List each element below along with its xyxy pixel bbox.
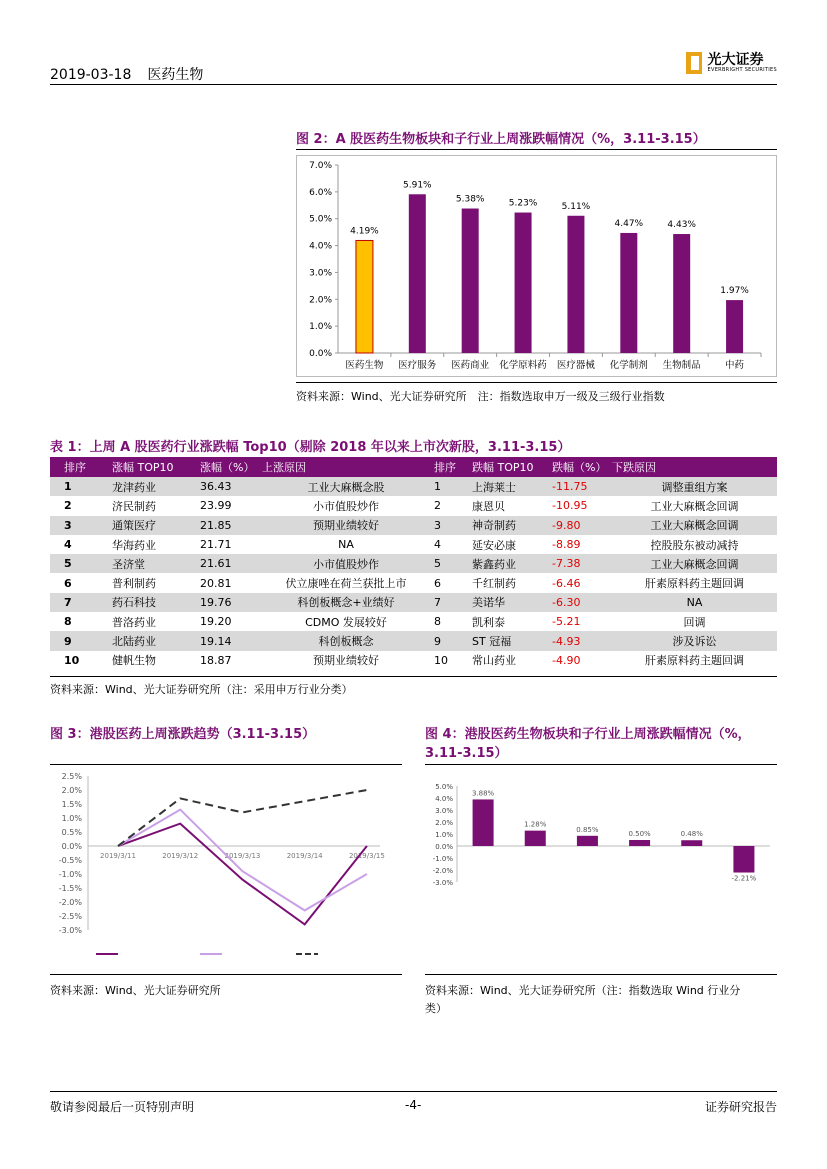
- cell-rank-up: 10: [64, 653, 80, 667]
- fig4-bar: [525, 831, 546, 846]
- cell-value-up: 18.87: [200, 653, 232, 667]
- fig4-bar: [681, 840, 702, 846]
- fig2-data-label: 4.47%: [614, 218, 644, 229]
- fig2-bar: [567, 216, 584, 353]
- cell-value-up: 21.71: [200, 538, 232, 552]
- fig2-data-label: 5.91%: [403, 180, 432, 191]
- fig4-data-label: 3.88%: [471, 789, 495, 798]
- fig3-x-tick-label: 2019/3/15: [348, 852, 385, 860]
- fig2-bar: [620, 233, 637, 353]
- company-logo: [686, 52, 777, 74]
- fig4-source-line1: 资料来源：Wind、光大证券研究所（注：指数选取 Wind 行业分: [425, 984, 741, 997]
- cell-name-up: 通策医疗: [112, 516, 200, 535]
- fig2-x-tick-label: 化学制剂: [609, 360, 648, 371]
- fig4-title-line1: 图 4：港股医药生物板块和子行业上周涨跌幅情况（%，: [425, 727, 751, 742]
- fig3-y-tick-label: 2.0%: [61, 786, 82, 795]
- cell-rank-up: 1: [50, 477, 112, 496]
- fig2-data-label: 1.97%: [720, 286, 749, 297]
- fig4-data-label: -2.21%: [731, 874, 757, 883]
- top10-table: [50, 457, 777, 670]
- fig2-y-tick-label: 4.0%: [309, 241, 332, 252]
- cell-value-down: -4.90: [552, 653, 581, 667]
- cell-reason-up: CDMO 发展较好: [305, 615, 387, 629]
- table-row: [50, 593, 777, 612]
- fig2-data-label: 4.43%: [667, 220, 696, 231]
- cell-reason-down: 肝素原料药主题回调: [645, 577, 744, 591]
- cell-reason-down: 肝素原料药主题回调: [645, 654, 744, 668]
- fig3-y-tick-label: 2.5%: [61, 772, 82, 781]
- fig4-bar: [629, 840, 650, 846]
- fig3-line-chart: [50, 768, 402, 968]
- fig2-x-tick-label: 中药: [725, 360, 745, 371]
- cell-rank-down: 2: [434, 499, 441, 513]
- fig2-bar: [356, 240, 373, 353]
- table-row: [50, 496, 777, 515]
- cell-reason-down: 工业大麻概念回调: [650, 499, 739, 513]
- table-row: [50, 477, 777, 496]
- cell-reason-up: 工业大麻概念股: [262, 477, 430, 496]
- fig4-bar: [473, 799, 494, 846]
- table-row: [50, 612, 777, 631]
- fig3-x-tick-label: 2019/3/11: [100, 852, 136, 860]
- cell-reason-down: 调整重组方案: [612, 477, 777, 496]
- fig4-bar-chart: [425, 776, 777, 972]
- fig4-y-tick-label: 2.0%: [435, 819, 453, 827]
- fig2-bar: [409, 194, 426, 353]
- cell-name-down: 美诺华: [472, 593, 552, 612]
- fig3-y-tick-label: -1.5%: [58, 884, 82, 893]
- fig2-x-tick-label: 医疗服务: [398, 360, 437, 371]
- fig4-y-tick-label: 4.0%: [435, 795, 453, 803]
- col-val-up: 涨幅（%）: [200, 457, 262, 477]
- fig4-bar: [733, 846, 754, 873]
- cell-reason-up: 小市值股炒作: [262, 554, 430, 573]
- fig4-data-label: 0.48%: [680, 830, 703, 839]
- logo-english: EVERBRIGHT SECURITIES: [707, 67, 777, 73]
- fig2-data-label: 5.38%: [455, 194, 485, 205]
- fig2-bar: [673, 234, 690, 353]
- cell-rank-down: 9: [430, 631, 472, 650]
- cell-name-up: 普洛药业: [112, 615, 156, 629]
- cell-value-up: 19.14: [200, 631, 262, 650]
- fig2-y-tick-label: 3.0%: [309, 268, 332, 279]
- cell-rank-up: 3: [50, 516, 112, 535]
- table-row: [50, 554, 777, 573]
- cell-reason-down: 涉及诉讼: [612, 631, 777, 650]
- fig3-title: 图 3：港股医药上周涨跌趋势（3.11-3.15）: [50, 727, 316, 742]
- cell-rank-up: 4: [64, 538, 72, 552]
- cell-name-down: 延安必康: [472, 538, 516, 552]
- cell-reason-up: 预期业绩较好: [313, 654, 379, 668]
- fig2-data-label: 5.23%: [508, 198, 538, 209]
- fig2-title: 图 2：A 股医药生物板块和子行业上周涨跌幅情况（%，3.11-3.15）: [296, 132, 706, 147]
- fig2-data-label: 4.19%: [350, 226, 379, 237]
- col-name-down: 跌幅 TOP10: [472, 457, 552, 477]
- col-rank-up: 排序: [50, 457, 112, 477]
- fig2-x-tick-label: 生物制品: [662, 360, 701, 371]
- cell-name-up: 华海药业: [112, 538, 156, 552]
- cell-value-down: -4.93: [552, 631, 612, 650]
- cell-value-up: 23.99: [200, 499, 232, 513]
- fig4-data-label: 0.85%: [576, 825, 599, 834]
- cell-rank-down: 4: [434, 538, 441, 552]
- fig2-y-tick-label: 6.0%: [309, 187, 332, 198]
- logo-name: 光大证券: [707, 52, 764, 68]
- cell-value-down: -5.21: [552, 615, 581, 629]
- fig2-x-tick-label: 医药生物: [345, 360, 384, 371]
- cell-reason-down: NA: [612, 593, 777, 612]
- fig3-y-tick-label: -1.0%: [58, 870, 82, 879]
- fig2-bar: [462, 209, 479, 353]
- fig4-y-tick-label: -2.0%: [432, 867, 453, 875]
- col-val-down: 跌幅（%）: [552, 457, 612, 477]
- page-number: -4-: [405, 1098, 422, 1112]
- cell-name-up: 济民制药: [112, 499, 156, 513]
- fig3-x-tick-label: 2019/3/14: [286, 852, 323, 860]
- fig4-title-rule: [425, 764, 777, 765]
- fig2-x-tick-label: 化学原料药: [499, 360, 547, 371]
- fig2-bar: [515, 213, 532, 353]
- report-date: 2019-03-18: [50, 67, 132, 83]
- cell-name-up: 龙津药业: [112, 477, 200, 496]
- fig2-y-tick-label: 7.0%: [309, 161, 332, 171]
- cell-value-up: 20.81: [200, 576, 232, 590]
- fig2-source: 资料来源：Wind、光大证券研究所 注：指数选取申万一级及三级行业指数: [296, 390, 665, 403]
- cell-reason-up: 小市值股炒作: [313, 499, 379, 513]
- fig4-y-tick-label: 1.0%: [435, 831, 453, 839]
- table-row: [50, 516, 777, 535]
- fig3-source: 资料来源：Wind、光大证券研究所: [50, 984, 221, 997]
- table-row: [50, 535, 777, 554]
- cell-rank-up: 9: [50, 631, 112, 650]
- cell-name-down: ST 冠福: [472, 631, 552, 650]
- fig2-data-label: 5.11%: [561, 201, 591, 212]
- cell-rank-down: 3: [430, 516, 472, 535]
- fig3-y-tick-label: 0.5%: [61, 828, 82, 837]
- cell-value-down: -11.75: [552, 477, 612, 496]
- cell-name-down: 上海莱士: [472, 477, 552, 496]
- fig2-source-rule: [296, 382, 777, 383]
- cell-name-up: 健帆生物: [112, 654, 156, 668]
- cell-name-up: 药石科技: [112, 593, 200, 612]
- footer-report-type: 证券研究报告: [704, 1100, 777, 1114]
- fig2-x-tick-label: 医疗器械: [556, 360, 595, 371]
- fig4-y-tick-label: -3.0%: [432, 879, 453, 887]
- fig2-y-tick-label: 5.0%: [309, 214, 332, 225]
- fig2-x-tick-label: 医药商业: [451, 360, 490, 371]
- fig3-y-tick-label: -2.0%: [58, 898, 82, 907]
- cell-value-up: 21.61: [200, 554, 262, 573]
- fig3-y-tick-label: -0.5%: [58, 856, 82, 865]
- cell-value-up: 36.43: [200, 477, 262, 496]
- cell-value-down: -7.38: [552, 554, 612, 573]
- fig4-y-tick-label: -1.0%: [432, 855, 453, 863]
- table-row: [50, 573, 777, 592]
- fig2-bar: [726, 300, 743, 353]
- table-header-row: [50, 457, 777, 477]
- fig2-y-tick-label: 1.0%: [309, 322, 332, 333]
- footer-rule: [50, 1091, 777, 1092]
- cell-name-down: 千红制药: [472, 577, 516, 591]
- cell-rank-down: 7: [430, 593, 472, 612]
- cell-value-down: -6.46: [552, 576, 581, 590]
- fig4-y-tick-label: 3.0%: [435, 807, 453, 815]
- cell-reason-down: 回调: [683, 615, 706, 629]
- cell-value-up: 21.85: [200, 516, 262, 535]
- cell-value-down: -8.89: [552, 538, 581, 552]
- fig3-source-rule: [50, 974, 402, 975]
- fig3-y-tick-label: 1.5%: [61, 800, 82, 809]
- cell-rank-down: 10: [434, 653, 448, 667]
- cell-name-down: 常山药业: [472, 654, 516, 668]
- fig3-title-rule: [50, 764, 402, 765]
- cell-name-up: 北陆药业: [112, 631, 200, 650]
- header-rule: [50, 84, 777, 85]
- fig2-y-tick-label: 0.0%: [309, 349, 332, 359]
- cell-rank-down: 8: [434, 615, 441, 629]
- cell-rank-up: 6: [64, 576, 72, 590]
- cell-rank-down: 1: [430, 477, 472, 496]
- fig3-y-tick-label: 1.0%: [61, 814, 82, 823]
- fig3-series-line: [118, 810, 367, 911]
- cell-reason-down: 工业大麻概念回调: [612, 554, 777, 573]
- fig2-title-rule: [296, 149, 777, 150]
- cell-rank-down: 5: [430, 554, 472, 573]
- col-rank-down: 排序: [430, 457, 472, 477]
- fig3-series-line: [118, 824, 367, 925]
- cell-reason-down: 工业大麻概念回调: [612, 516, 777, 535]
- cell-value-up: 19.76: [200, 593, 262, 612]
- cell-value-down: -10.95: [552, 499, 588, 513]
- table-row: [50, 631, 777, 650]
- cell-name-down: 康恩贝: [472, 499, 505, 513]
- page-header: [50, 64, 203, 84]
- fig4-y-tick-label: 0.0%: [435, 843, 453, 851]
- table1-source: 资料来源：Wind、光大证券研究所（注：采用申万行业分类）: [50, 683, 353, 696]
- table-row: [50, 651, 777, 670]
- fig4-y-tick-label: 5.0%: [435, 783, 453, 791]
- fig3-series-line: [118, 790, 367, 846]
- fig2-y-tick-label: 2.0%: [309, 295, 332, 306]
- cell-name-down: 神奇制药: [472, 516, 552, 535]
- cell-rank-up: 5: [50, 554, 112, 573]
- cell-name-down: 凯利泰: [472, 615, 505, 629]
- cell-value-down: -6.30: [552, 593, 612, 612]
- cell-reason-up: 预期业绩较好: [262, 516, 430, 535]
- fig4-data-label: 1.28%: [524, 820, 547, 829]
- cell-reason-up: 伏立康唑在荷兰获批上市: [285, 577, 407, 591]
- fig3-y-tick-label: -3.0%: [58, 926, 82, 935]
- cell-name-up: 圣济堂: [112, 554, 200, 573]
- fig4-bar: [577, 836, 598, 846]
- col-name-up: 涨幅 TOP10: [112, 457, 200, 477]
- col-reason-up: 上涨原因: [262, 457, 430, 477]
- fig2-bar-chart: [296, 155, 777, 377]
- cell-name-up: 普利制药: [112, 577, 156, 591]
- cell-reason-up: NA: [338, 538, 354, 552]
- fig3-y-tick-label: 0.0%: [61, 842, 82, 851]
- report-sector: 医药生物: [147, 67, 204, 83]
- cell-value-down: -9.80: [552, 516, 612, 535]
- cell-rank-up: 8: [64, 615, 72, 629]
- cell-reason-down: 控股股东被动减持: [650, 538, 739, 552]
- fig3-y-tick-label: -2.5%: [58, 912, 82, 921]
- cell-name-down: 紫鑫药业: [472, 554, 552, 573]
- footer-disclaimer[interactable]: 敬请参阅最后一页特别声明: [50, 1100, 195, 1114]
- cell-reason-up: 科创板概念+业绩好: [262, 593, 430, 612]
- fig4-data-label: 0.50%: [628, 830, 651, 838]
- fig3-x-tick-label: 2019/3/13: [224, 852, 261, 860]
- fig4-source-rule: [425, 974, 777, 975]
- fig3-x-tick-label: 2019/3/12: [162, 852, 199, 860]
- cell-rank-up: 7: [50, 593, 112, 612]
- cell-rank-up: 2: [64, 499, 72, 513]
- table1-title: 表 1：上周 A 股医药行业涨跌幅 Top10（剔除 2018 年以来上市次新股，3.11-3.15）: [50, 440, 571, 455]
- fig4-title-line2: 3.11-3.15）: [425, 746, 508, 761]
- col-reason-down: 下跌原因: [612, 457, 777, 477]
- cell-value-up: 19.20: [200, 615, 232, 629]
- fig4-source-line2: 类）: [425, 1002, 447, 1015]
- table1-bottom-rule: [50, 676, 777, 677]
- cell-reason-up: 科创板概念: [262, 631, 430, 650]
- logo-mark-icon: [686, 52, 702, 74]
- cell-rank-down: 6: [434, 576, 441, 590]
